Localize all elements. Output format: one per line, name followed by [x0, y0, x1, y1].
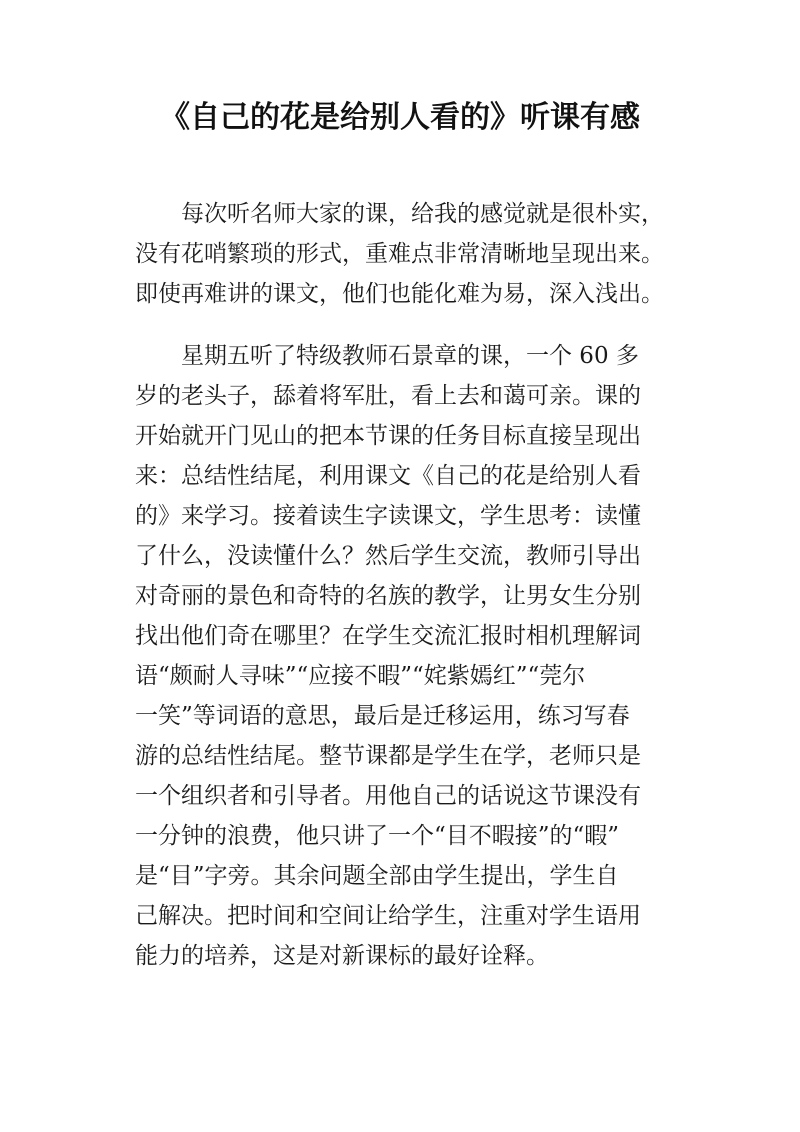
paragraph-line: 语“颇耐人寻味”“应接不暇”“姹紫嫣红”“莞尔: [135, 663, 586, 689]
paragraph-line: 来：总结性结尾，利用课文《自己的花是给别人看: [135, 463, 641, 489]
paragraph-2: [135, 336, 675, 976]
paragraph-line: 能力的培养，这是对新课标的最好诠释。: [135, 943, 549, 969]
document-title: 《自己的花是给别人看的》听课有感: [160, 100, 640, 135]
paragraph-line: 一分钟的浪费，他只讲了一个“目不暇接”的“暇”: [135, 823, 620, 849]
paragraph-line: 每次听名师大家的课，给我的感觉就是很朴实，: [181, 201, 664, 227]
paragraph-line: 没有花哨繁琐的形式，重难点非常清晰地呈现出来。: [135, 241, 664, 267]
paragraph-line: 了什么，没读懂什么？然后学生交流，教师引导出: [135, 543, 641, 569]
paragraph-line: 岁的老头子，舔着将军肚，看上去和蔼可亲。课的: [135, 383, 641, 409]
paragraph-line: 即使再难讲的课文，他们也能化难为易，深入浅出。: [135, 281, 664, 307]
paragraph-line: 星期五听了特级教师石景章的课，一个 60 多: [181, 343, 639, 369]
paragraph-line: 己解决。把时间和空间让给学生，注重对学生语用: [135, 903, 641, 929]
paragraph-line: 对奇丽的景色和奇特的名族的教学，让男女生分别: [135, 583, 641, 609]
paragraph-line: 游的总结性结尾。整节课都是学生在学，老师只是: [135, 743, 641, 769]
paragraph-1: [135, 194, 675, 314]
paragraph-line: 一个组织者和引导者。用他自己的话说这节课没有: [135, 783, 641, 809]
paragraph-line: 找出他们奇在哪里？在学生交流汇报时相机理解词: [135, 623, 641, 649]
paragraph-line: 开始就开门见山的把本节课的任务目标直接呈现出: [135, 423, 641, 449]
paragraph-line: 是“目”字旁。其余问题全部由学生提出，学生自: [135, 863, 619, 889]
paragraph-line: 一笑”等词语的意思，最后是迁移运用，练习写春: [135, 703, 630, 729]
paragraph-line: 的》来学习。接着读生字读课文，学生思考：读懂: [135, 503, 641, 529]
